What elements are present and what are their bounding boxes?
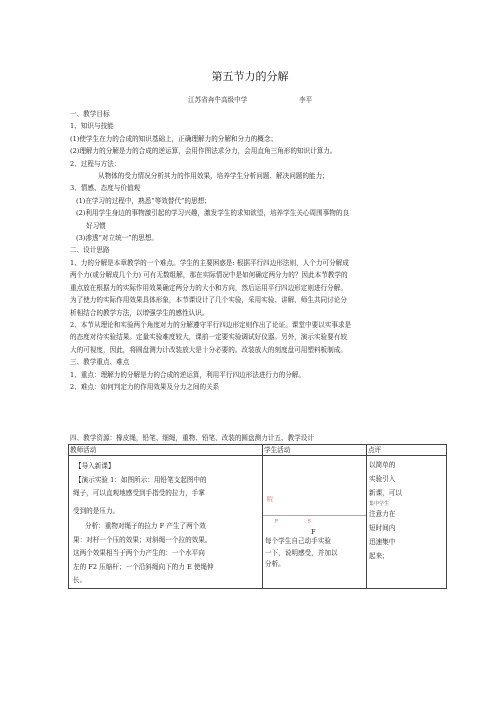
figure-label-top: 院	[266, 495, 273, 503]
experiment-figure	[263, 456, 366, 526]
cell-line: 迅速集中	[369, 537, 396, 546]
subsection-heading: 3、情感、态度与价值观	[70, 184, 141, 193]
cell-line: 分析。	[265, 560, 285, 568]
author-name: 李平	[299, 96, 313, 104]
paragraph-line: 的态度对待实验结果。定量实验难度较大，课前一定要实验调试好仪器。另外，演示实验要有较	[70, 333, 347, 342]
cell-line: 集中学生	[369, 501, 390, 508]
section-heading: 二、设计思路	[70, 246, 110, 255]
subsection-heading: 1、知识与技能	[70, 122, 114, 131]
paragraph-line: (2)理解力的分解是力的合成的逆运算，会用作图法求分力，会用直角三角形的知识计算力。	[70, 147, 337, 156]
paragraph-line: (1)使学生在力的合成的知识基础上，正确理解力的分解和分力的概念；	[70, 134, 278, 143]
paragraph-line: 重点放在根据力的实际作用效果确定两分力的大小和方向，然后运用平行四边形定则进行分解。	[70, 283, 347, 292]
paragraph-line: 大的可视度，因此，将圆盘测力计改装放大是十分必要的。改装放大的刻度盘可用塑料板制成。	[70, 345, 347, 354]
paragraph-line: 两个力(或分解成几个力) 可有无数组解，那在实际情况中是如何确定两分力的？因此本节教学的	[70, 271, 348, 280]
paragraph-line: 1、重点：理解力的分解是力的合成的逆运算，利用平行四边形法进行力的分解。	[70, 370, 305, 379]
paragraph-line: 2、本节从理论和实验两个角度对力的分解遵守平行四边形定则作出了论证。课堂中要以实事求是	[70, 320, 352, 329]
cell-line: 注意力在	[369, 510, 396, 519]
cell-line: 果：对杆一个压的效果；对斜绳一个拉的效果。	[73, 535, 212, 544]
cell-line: 分析：重物对绳子的拉力 F 产生了两个效	[85, 522, 206, 530]
cell-line: 每个学生自己动手实验	[265, 537, 331, 545]
subsection-heading: 2、过程与方法：	[70, 159, 121, 168]
paragraph-line: 1、力的分解是本章教学的一个难点。学生的主要困惑是: 根据平行四边形法则，人个力可分解成	[70, 258, 349, 267]
figure-label-s: S	[307, 518, 311, 525]
paragraph-line: 析相结合的教学方法，以增强学生的感性认识。	[70, 308, 209, 317]
paragraph-line: (1)在学习的过程中，熟悉“等效替代”的思想；	[76, 196, 211, 205]
cell-line: 以简单的	[369, 461, 396, 469]
cell-line: 长。	[73, 576, 87, 584]
cell-line: 这两个效果相当于两个力产生的：一个水平向	[73, 549, 205, 557]
cell-line: 【演示实验 1：如图所示：用铅笔支起图中的	[75, 475, 207, 484]
figure-label-f2: F	[311, 528, 316, 536]
comment-cell	[367, 456, 447, 589]
lesson-plan-table	[68, 444, 447, 589]
cell-line: 【导入新课】	[75, 462, 115, 470]
cell-line: 实验引入	[369, 474, 396, 483]
header-student: 学生活动	[263, 445, 367, 456]
table-header-row	[69, 445, 447, 456]
cell-line: 一下，说明感受，并加以	[265, 548, 338, 557]
teacher-activity-cell	[69, 456, 263, 589]
cell-line: 绳子，可以直观地感受到手指受的拉力，手掌	[73, 489, 205, 497]
paragraph-line: 2、难点：如何判定力的作用效果及分力之间的关系	[70, 382, 220, 391]
resources-line: 四、教学资源：橡皮绳，铅笔、细绳，重物、铅笔、改装的圆盘测力计五、教学设计	[70, 434, 314, 442]
cell-line: 新课，可以	[369, 488, 402, 497]
student-text	[265, 528, 338, 571]
section-heading: 三、教学重点、难点	[70, 358, 130, 367]
paragraph-line: (3)渗透“对立统一”的思想。	[76, 234, 159, 243]
document-body	[70, 108, 444, 393]
student-activity-cell	[263, 456, 367, 589]
figure-label-f1: F	[274, 518, 279, 525]
table-row	[69, 456, 447, 589]
paragraph-line: 从物体的受力情况分析其力的作用效果，培养学生分析问题、解决问题的能力；	[98, 172, 329, 181]
cell-line: 短时间内	[369, 524, 396, 533]
header-comment: 点评	[367, 445, 447, 456]
header-teacher: 教师活动	[69, 445, 263, 456]
paragraph-line: (2)利用学生身边的事物激引起的学习兴趣，激发学生的求知欲望，培养学生关心周围事物的良	[76, 209, 350, 218]
cell-line: 左的 F2 压缩杆；一个沿斜绳向下的力 E 使绳伸	[73, 562, 214, 571]
cell-line: 受到的是压力。	[73, 506, 120, 515]
section-heading: 一、教学目标	[70, 110, 110, 118]
cell-line: 起来；	[369, 551, 389, 560]
paragraph-line: 为了使力的实际作用效果具体形象，本节课设计了几个实验，采用实验、讲解、师生共同讨论分	[70, 296, 347, 305]
author-school: 江苏省奔牛高级中学	[188, 96, 248, 104]
page-title: 第五节力的分解	[211, 70, 289, 83]
paragraph-line: 好习惯	[86, 221, 106, 230]
